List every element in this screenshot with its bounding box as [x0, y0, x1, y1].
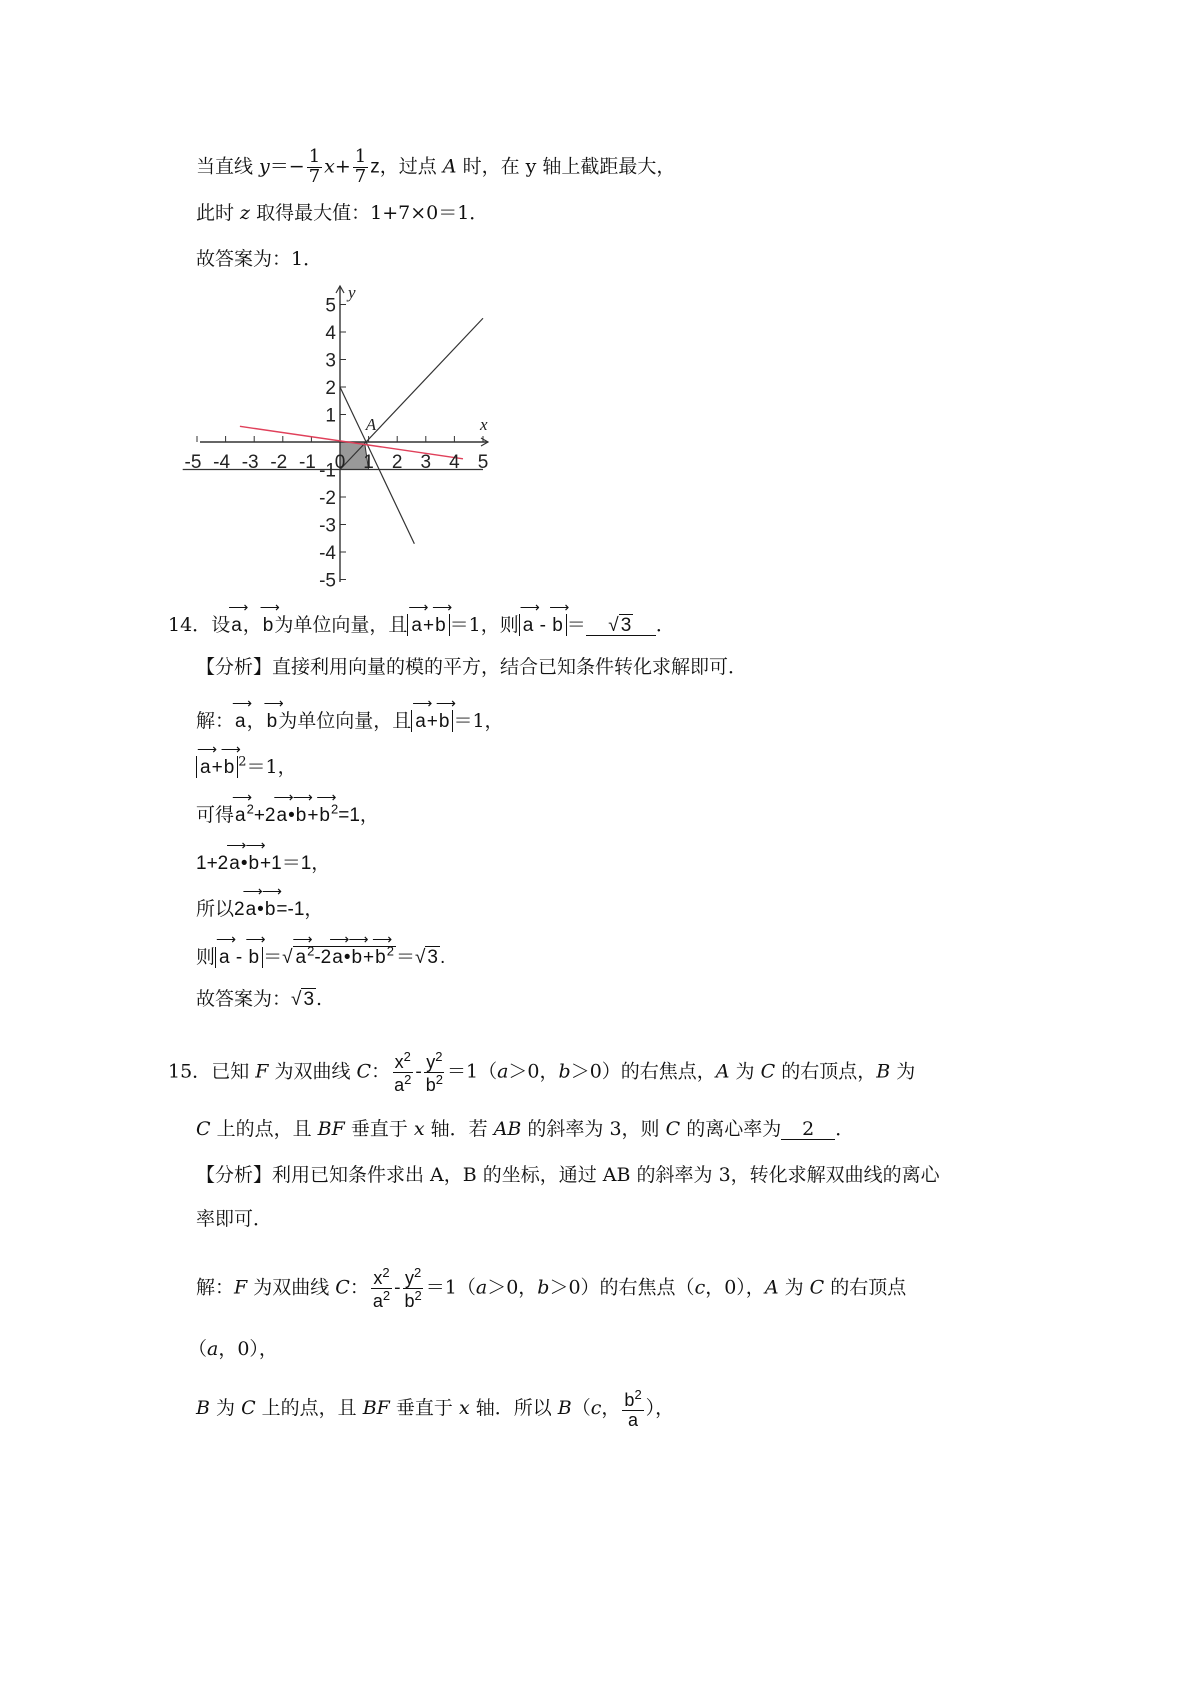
sqrt-3: √ 3 [414, 947, 438, 968]
p14-analysis: 【分析】直接利用向量的模的平方，结合已知条件转化求解即可． [196, 656, 748, 678]
var-a: a [207, 1338, 219, 1360]
text: 上的点，且 [210, 1118, 318, 1140]
radicand [293, 943, 396, 968]
text: ： [371, 1060, 391, 1083]
text: ＝1， [453, 710, 504, 732]
var-C: C [809, 1276, 825, 1299]
p13-answer: 故答案为：1． [196, 248, 323, 270]
var-BF: BF [317, 1118, 345, 1140]
text: 的斜率为 3，则 [521, 1118, 666, 1140]
x-tick-label: -5 [184, 452, 202, 473]
vector-a: ⟶ a [296, 942, 307, 967]
var-a: a [372, 1290, 383, 1311]
exponent: 2 [435, 1071, 443, 1087]
text: 解： [196, 1276, 235, 1299]
text: 轴．所以 [469, 1396, 558, 1419]
var-b: b [404, 1290, 415, 1311]
y-tick-label: 3 [325, 350, 336, 372]
vector-b: ⟶ b [224, 752, 235, 777]
p14-answer [196, 990, 322, 1009]
fraction-1-7 [307, 148, 322, 187]
var-x: x [413, 1118, 425, 1140]
text: ，0）， [705, 1276, 765, 1299]
text: 为 [778, 1276, 810, 1299]
abs-a-minus-b [519, 614, 567, 636]
var-F: F [234, 1276, 248, 1299]
var-c: c [590, 1396, 602, 1419]
var-z: z [370, 156, 380, 178]
vector-b: ⟶ b [351, 942, 362, 967]
exponent: 2 [246, 801, 254, 817]
text: 为单位向量，且 [278, 710, 412, 732]
var-c: c [694, 1276, 706, 1299]
text: ， [246, 710, 266, 732]
problem-number: 15． [168, 1060, 212, 1083]
text: ＝ [395, 947, 415, 968]
text: 所以 [196, 898, 235, 920]
exponent: 2 [414, 1287, 422, 1303]
var-a: a [497, 1060, 509, 1083]
exponent: 2 [382, 1287, 391, 1303]
p14-step-4 [196, 848, 330, 873]
var-x: x [324, 155, 335, 178]
p14-step-3 [196, 800, 379, 825]
sqrt-3: √ 3 [291, 989, 315, 1010]
var-b: b [624, 1390, 635, 1410]
text: 1+2 [196, 853, 229, 874]
p13-line-1 [196, 148, 675, 187]
y-axis-label: y [348, 283, 356, 302]
p15-question-2 [196, 1120, 854, 1140]
problem-number: 14． [168, 614, 212, 636]
text: 为 [890, 1060, 916, 1083]
y-tick-label: 2 [325, 378, 336, 399]
denominator: 7 [354, 165, 367, 187]
y-tick-label: -2 [319, 488, 336, 509]
text: ＞0）的右焦点， [570, 1060, 716, 1083]
vector-b: ⟶ b [296, 800, 307, 825]
text: ， [242, 614, 262, 636]
numerator: 1 [308, 146, 321, 167]
x-tick-label: 5 [477, 452, 489, 473]
text: ． [655, 614, 675, 636]
text: ＞0）的右焦点（ [549, 1276, 695, 1299]
text: ： [349, 1276, 369, 1299]
var-a: a [628, 1409, 639, 1430]
dot-operator: • [343, 947, 351, 968]
radicand: 3 [303, 989, 315, 1010]
text: 已知 [211, 1060, 256, 1083]
var-y: y [259, 155, 270, 178]
text: - [415, 1060, 422, 1083]
exponent: 2 [307, 943, 315, 959]
fraction-y2-b2 [424, 1050, 445, 1095]
text: -2 [314, 947, 332, 968]
abs-a-minus-b [215, 947, 263, 968]
dot-operator: • [288, 805, 295, 826]
text: +1＝1， [260, 853, 331, 874]
exponent: 2 [382, 1265, 390, 1280]
p14-step-2 [196, 752, 297, 777]
numerator: 1 [354, 146, 367, 167]
y-tick-label: 4 [325, 323, 336, 344]
vector-a: ⟶ a [229, 848, 240, 873]
text: 的右顶点， [775, 1060, 877, 1083]
vector-b: ⟶ b [435, 610, 446, 635]
text: ＝ [566, 614, 586, 636]
vector-a: ⟶ a [277, 800, 288, 825]
x-tick-label: 2 [391, 452, 403, 473]
answer-blank: 2 [781, 1120, 835, 1140]
vector-b: ⟶ b [267, 706, 278, 731]
text: ＝1， [246, 756, 297, 778]
text: 当直线 [196, 155, 260, 178]
var-b: b [558, 1060, 571, 1083]
text: + [426, 711, 438, 732]
text: - [534, 615, 552, 636]
p13-line-2 [196, 204, 488, 223]
point-A-label: A [365, 415, 377, 434]
p15-step-2 [188, 1340, 278, 1359]
exponent: 2 [435, 1049, 443, 1064]
text: ＞0， [508, 1060, 559, 1083]
var-F: F [255, 1060, 269, 1083]
x-tick-label: 4 [449, 452, 460, 473]
var-A: A [764, 1276, 779, 1299]
text: ＝ [263, 947, 283, 968]
vector-a: ⟶ a [246, 894, 257, 919]
x-tick-label: 3 [420, 452, 432, 473]
text: （ [188, 1338, 208, 1360]
text: =1， [338, 805, 379, 826]
text: 则 [196, 946, 216, 968]
var-x: x [458, 1396, 470, 1419]
var-C: C [665, 1118, 681, 1140]
p14-step-6 [196, 942, 445, 967]
text: + [211, 757, 223, 778]
y-tick-label: 1 [325, 405, 336, 427]
x-tick-label: -1 [298, 452, 316, 473]
coordinate-graph [184, 282, 496, 592]
var-C: C [335, 1276, 350, 1299]
var-x: x [373, 1268, 383, 1288]
y-tick-label: -5 [319, 570, 336, 592]
sqrt-expression: √⟶ $a^2-2⟶$ a•⟶ b+⟶ $b^2$ [282, 942, 396, 967]
p15-question-1 [168, 1050, 915, 1095]
var-BF: BF [362, 1396, 390, 1419]
exponent: 2 [386, 943, 394, 959]
var-B: B [876, 1060, 891, 1083]
line-y-x-minus-1 [340, 318, 483, 469]
text: 取得最大值：1+7×0＝1． [250, 202, 489, 224]
text: 垂直于 [389, 1396, 459, 1419]
exponent: 2 [403, 1049, 411, 1064]
var-b: b [425, 1074, 436, 1095]
text: 的右顶点 [824, 1276, 907, 1299]
vector-b: ⟶ b [552, 610, 563, 635]
denominator: 7 [308, 165, 321, 187]
text: =-1， [276, 899, 324, 920]
text: ， [601, 1396, 621, 1419]
text: 为双曲线 [247, 1276, 336, 1299]
var-a: a [475, 1276, 488, 1299]
vector-b: ⟶ b [248, 848, 259, 873]
text: + [422, 615, 435, 636]
var-AB: AB [493, 1118, 522, 1140]
x-axis-label: x [480, 415, 488, 434]
text: 设 [211, 614, 231, 636]
var-C: C [196, 1118, 211, 1140]
p15-step-1 [196, 1266, 906, 1311]
var-y: y [405, 1268, 415, 1288]
text: 轴．若 [424, 1118, 494, 1140]
fraction-1-7 [353, 148, 368, 187]
var-B: B [196, 1396, 210, 1419]
text: + [363, 947, 375, 968]
p15-step-3 [196, 1388, 674, 1430]
text: 为单位向量，且 [274, 614, 408, 636]
text: 为 [729, 1060, 761, 1083]
vector-a: ⟶ a [415, 706, 426, 731]
text: 此时 [196, 202, 241, 224]
sqrt-answer: √ 3 [608, 615, 632, 636]
exponent: 2 [414, 1265, 422, 1280]
text: + [334, 155, 351, 178]
vector-a: ⟶ a [231, 610, 242, 635]
y-tick-label: -3 [319, 515, 336, 537]
vector-b: ⟶ b [319, 800, 330, 825]
text: + [307, 805, 319, 826]
fraction-y2-b2 [403, 1266, 424, 1311]
vector-b: ⟶ b [375, 942, 386, 967]
text: 故答案为： [196, 988, 292, 1010]
text: - [394, 1276, 401, 1299]
exponent: 2 [238, 754, 247, 770]
var-a: a [394, 1074, 405, 1095]
text: （ [571, 1396, 591, 1419]
fraction-x2-a2 [371, 1266, 392, 1311]
vector-b: ⟶ b [263, 610, 274, 635]
x-tick-label: 1 [363, 452, 374, 473]
vector-a: ⟶ a [411, 610, 422, 635]
x-tick-label: -4 [213, 452, 231, 473]
text: 垂直于 [344, 1118, 414, 1140]
var-A: A [715, 1060, 730, 1083]
p14-step-5 [196, 894, 323, 919]
text: . [440, 947, 446, 968]
vector-a: ⟶ a [235, 800, 246, 825]
p15-analysis-1: 【分析】利用已知条件求出 A，B 的坐标，通过 AB 的斜率为 3，转化求解双曲线的离心 [196, 1164, 940, 1186]
exponent: 2 [331, 801, 339, 817]
y-tick-label: -4 [319, 543, 336, 564]
abs-a-plus-b [407, 614, 449, 636]
exponent: 2 [404, 1071, 412, 1087]
vector-a: ⟶ a [332, 942, 343, 967]
vector-a: ⟶ a [200, 752, 211, 777]
var-C: C [356, 1060, 372, 1083]
var-x: x [394, 1052, 404, 1072]
dot-operator: • [257, 899, 264, 920]
text: 可得 [196, 804, 235, 826]
vector-a: ⟶ a [523, 610, 534, 635]
text: - [230, 947, 248, 968]
radicand: 3 [427, 947, 438, 968]
text: 为双曲线 [268, 1060, 357, 1083]
text: ，过点 [379, 155, 443, 178]
text: ）， [645, 1396, 675, 1419]
text: ＞0， [487, 1276, 538, 1299]
var-y: y [426, 1052, 436, 1072]
y-tick-label: -1 [319, 460, 336, 482]
vector-b: ⟶ b [265, 894, 276, 919]
x-tick-label: -2 [270, 452, 288, 473]
point-A: A [442, 155, 457, 178]
answer-blank [586, 616, 656, 636]
text: ＝1（ [447, 1060, 498, 1083]
text: 时，在 y 轴上截距最大， [456, 155, 676, 178]
vector-a: ⟶ a [219, 942, 230, 967]
fraction-b2-a [622, 1388, 643, 1430]
fraction-x2-a2 [392, 1050, 413, 1095]
text: ＝1（ [425, 1276, 476, 1299]
var-z: z [240, 202, 251, 224]
text: 解： [196, 710, 235, 732]
text: ． [835, 1118, 855, 1140]
text: ＝1，则 [449, 614, 519, 636]
x-tick-label: -3 [241, 452, 259, 473]
text: . [316, 988, 323, 1010]
var-C: C [760, 1060, 776, 1083]
text: ＝− [269, 155, 305, 178]
p15-analysis-2: 率即可． [196, 1208, 273, 1230]
vector-b: ⟶ b [248, 942, 259, 967]
text: ，0）， [218, 1338, 278, 1360]
p14-step-1 [196, 706, 504, 731]
radicand: 3 [620, 615, 632, 636]
var-B: B [557, 1396, 572, 1419]
vector-b: ⟶ b [439, 706, 450, 731]
var-C: C [241, 1396, 256, 1419]
text: 2 [234, 899, 245, 920]
exponent: 2 [634, 1387, 642, 1402]
vector-a: ⟶ a [235, 706, 246, 731]
abs-a-plus-b [411, 710, 453, 732]
var-b: b [537, 1276, 550, 1299]
dot-operator: • [240, 853, 248, 874]
p14-question [168, 610, 675, 636]
y-tick-label: 5 [325, 295, 336, 317]
abs-a-plus-b [196, 756, 238, 778]
x-tick-label: 0 [334, 452, 346, 473]
text: 为 [209, 1396, 242, 1419]
text: 上的点，且 [255, 1396, 363, 1419]
text: 的离心率为 [680, 1118, 782, 1140]
text: +2 [253, 805, 276, 826]
